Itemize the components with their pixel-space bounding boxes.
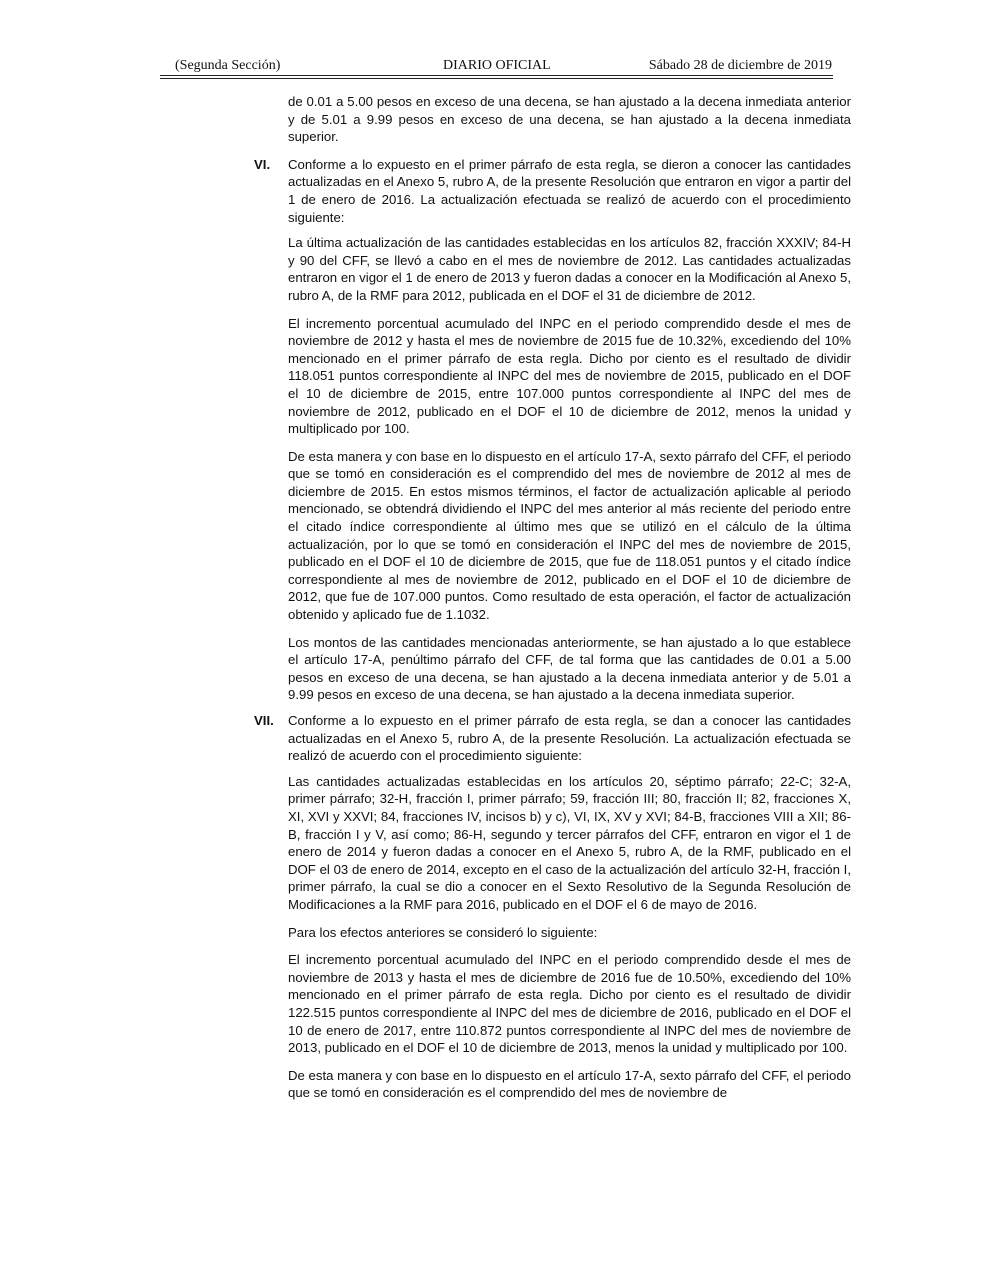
document-body [0, 93, 990, 1112]
section-vi-paragraph-2: El incremento porcentual acumulado del INPC en el periodo comprendido desde el mes de noviembre de 2012 y hasta el mes de noviembre de 2015 fue de 10.32%, excediendo del 10% mencionado en el primer párrafo de esta regla. Dicho por ciento es el resultado de dividir 118.051 puntos correspondiente al INPC del mes de noviembre de 2015, publicado en el DOF el 10 de diciembre de 2015, entre 107.000 puntos correspondiente al INPC del mes de noviembre de 2012, publicado en el DOF el 10 de diciembre de 2012, menos la unidad y multiplicado por 100. [288, 315, 851, 437]
section-vi-paragraph-3: De esta manera y con base en lo dispuesto en el artículo 17-A, sexto párrafo del CFF, el periodo que se tomó en consideración es el comprendido del mes de noviembre de 2012 al mes de diciembre de 2015. En estos mismos términos, el factor de actualización aplicable al periodo mencionado, se obtendrá dividiendo el INPC del mes anterior al más reciente del periodo entre el citado índice correspondiente al último mes que se utilizó en el cálculo de la última actualización, por lo que se tomó en consideración el INPC del mes de noviembre de 2015, publicado en el DOF el 10 de diciembre de 2015, que fue de 118.051 puntos y el citado índice correspondiente al mes de noviembre de 2012, publicado en el DOF el 10 de diciembre de 2012, que fue de 107.000 puntos. Como resultado de esta operación, el factor de actualización obtenido y aplicado fue de 1.1032. [288, 448, 851, 623]
section-vii-paragraph-2: Para los efectos anteriores se consideró lo siguiente: [288, 924, 598, 940]
header-journal-title: DIARIO OFICIAL [443, 58, 551, 73]
page-header [160, 58, 832, 74]
section-vi-number: VI. [254, 156, 271, 172]
section-vii-number: VII. [254, 713, 274, 728]
section-vii-paragraph-1: Las cantidades actualizadas establecidas en los artículos 20, séptimo párrafo; 22-C; 32-A, primer párrafo; 32-H, fracción I, primer párrafo; 59, fracción III; 80, fracción II; 82, fracciones X, XI, XVI y XXVI; 84, fracciones IV, incisos b) y c), VI, IX, XV y XVI; 84-B, fracciones VIII a XII; 86-B, fracción I y V, así como; 86-H, segundo y tercer párrafos del CFF, entraron en vigor el 1 de enero de 2014 y fueron dadas a conocer en el Anexo 5, rubro A, de la RMF, publicado en el DOF el 03 de enero de 2014, excepto en el caso de la actualización del artículo 32-H, fracción I, primer párrafo, la cual se dio a conocer en el Sexto Resolutivo de la Segunda Resolución de Modificaciones a la RMF para 2016, publicado en el DOF el 6 de mayo de 2016. [288, 773, 851, 912]
section-vii [0, 712, 990, 765]
section-vii-paragraph-3: El incremento porcentual acumulado del INPC en el periodo comprendido desde el mes de noviembre de 2013 y hasta el mes de diciembre de 2016 fue de 10.50%, excediendo del 10% mencionado en el primer párrafo de esta regla. Dicho por ciento es el resultado de dividir 122.515 puntos correspondiente al INPC del mes de diciembre de 2016, publicado en el DOF el 10 de enero de 2017, entre 110.872 puntos correspondiente al INPC del mes de noviembre de 2013, publicado en el DOF el 10 de diciembre de 2013, menos la unidad y multiplicado por 100. [288, 952, 851, 1056]
section-vii-intro: Conforme a lo expuesto en el primer párrafo de esta regla, se dan a conocer las cantidades actualizadas en el Anexo 5, rubro A, de la presente Resolución. La actualización efectuada se realizó de acuerdo con el procedimiento siguiente: [288, 713, 851, 764]
header-section: (Segunda Sección) [175, 58, 281, 73]
header-rule-bottom [160, 78, 833, 79]
section-vi-intro: Conforme a lo expuesto en el primer párrafo de esta regla, se dieron a conocer las cantidades actualizadas en el Anexo 5, rubro A, de la presente Resolución que entraron en vigor a partir del 1 de enero de 2016. La actualización efectuada se realizó de acuerdo con el procedimiento siguiente: [288, 156, 851, 225]
section-vi-paragraph-1: La última actualización de las cantidades establecidas en los artículos 82, fracción XXXIV; 84-H y 90 del CFF, se llevó a cabo en el mes de noviembre de 2012. Las cantidades actualizadas entraron en vigor el 1 de enero de 2013 y fueron dadas a conocer en la Modificación al Anexo 5, rubro A, de la RMF para 2012, publicada en el DOF el 31 de diciembre de 2012. [288, 235, 851, 303]
section-vi-paragraph-4: Los montos de las cantidades mencionadas anteriormente, se han ajustado a lo que establece el artículo 17-A, penúltimo párrafo del CFF, de tal forma que las cantidades de 0.01 a 5.00 pesos en exceso de una decena, se han ajustado a la decena inmediata anterior y de 5.01 a 9.99 pesos en exceso de una decena, se han ajustado a la decena inmediata superior. [288, 634, 851, 703]
section-vi [0, 156, 990, 226]
header-date: Sábado 28 de diciembre de 2019 [648, 58, 832, 73]
paragraph-continuation: de 0.01 a 5.00 pesos en exceso de una decena, se han ajustado a la decena inmediata anterior y de 5.01 a 9.99 pesos en exceso de una decena, se han ajustado a la decena inmediata superior. [288, 94, 851, 145]
section-vii-paragraph-4: De esta manera y con base en lo dispuesto en el artículo 17-A, sexto párrafo del CFF, el periodo que se tomó en consideración es el comprendido del mes de noviembre de [288, 1067, 851, 1101]
header-rule-top [160, 75, 833, 76]
